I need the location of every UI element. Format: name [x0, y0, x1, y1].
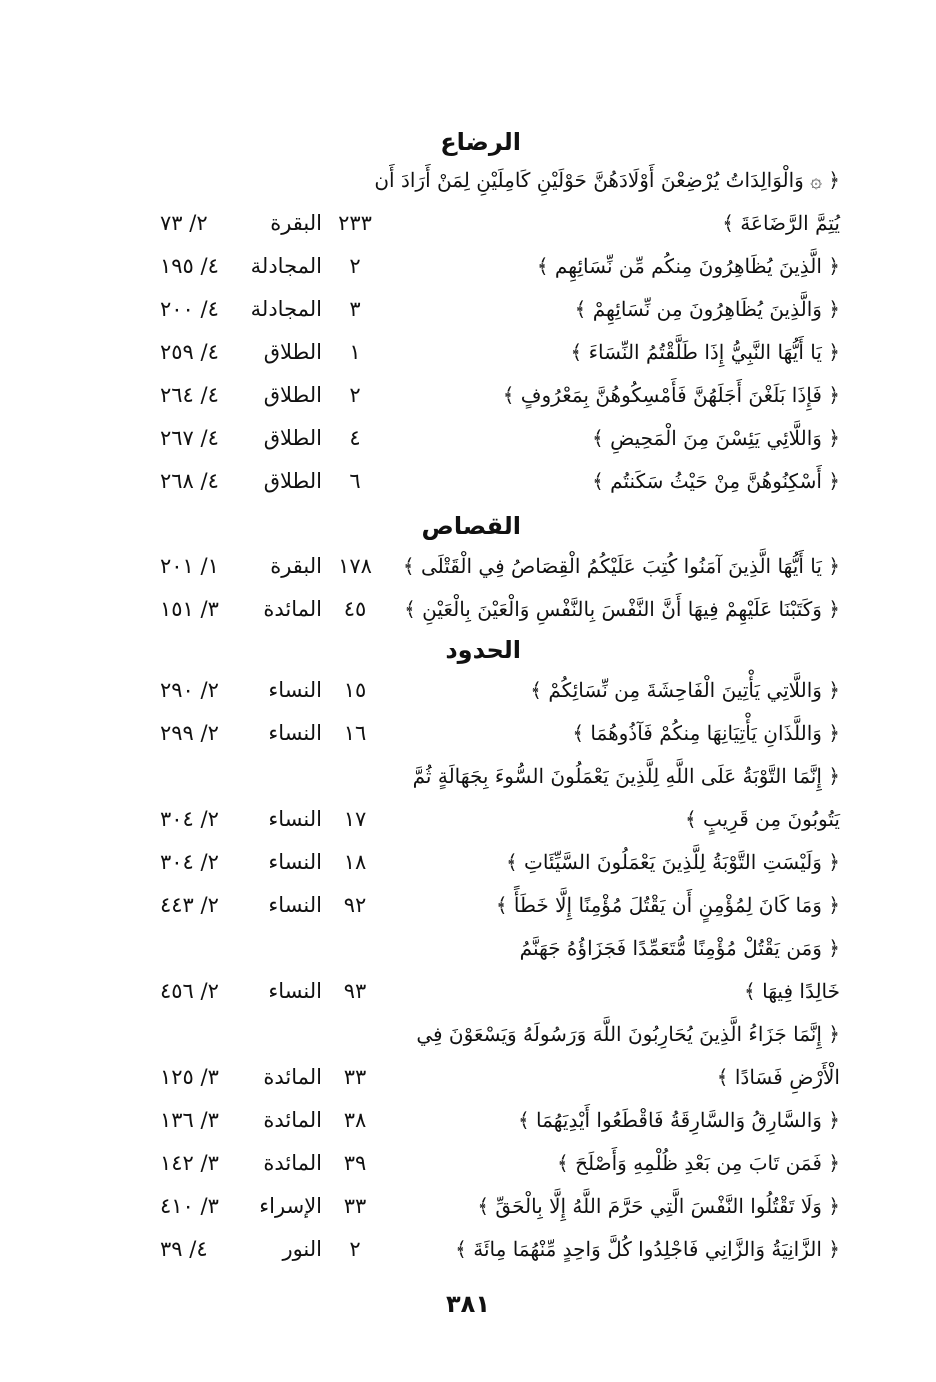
index-entry — [150, 589, 840, 629]
page-reference: ٤/ ٢٠٠ — [160, 297, 219, 321]
index-entry — [150, 842, 840, 882]
sura-name: الطلاق — [263, 426, 322, 450]
index-entry — [150, 418, 840, 458]
page-reference: ٤/ ٢٥٩ — [160, 340, 219, 364]
index-entry — [150, 1229, 840, 1269]
verse-number: ١٧ — [343, 807, 367, 831]
page-reference: ٢/ ٣٠٤ — [160, 850, 219, 874]
verse-number: ٢ — [349, 254, 361, 278]
verse-number: ١٥ — [343, 678, 367, 702]
sura-name: المائدة — [263, 1151, 322, 1175]
verse-text: الْأَرْضِ فَسَادًا ﴾ — [716, 1065, 840, 1089]
verse-number: ٣٣ — [343, 1065, 367, 1089]
page-reference: ٣/ ١٣٦ — [160, 1108, 219, 1132]
index-entry — [150, 289, 840, 329]
sura-name: البقرة — [270, 211, 322, 235]
section-title: الحدود — [445, 636, 521, 664]
sura-name: النساء — [268, 893, 322, 917]
index-entry — [150, 1143, 840, 1183]
verse-number: ٦ — [349, 469, 361, 493]
page-reference: ٢/ ٤٥٦ — [160, 979, 219, 1003]
verse-text: ﴿ وَاللَّائِي يَئِسْنَ مِنَ الْمَحِيضِ ﴾ — [592, 426, 840, 450]
sura-name: النساء — [268, 850, 322, 874]
sura-name: البقرة — [270, 554, 322, 578]
sura-name: النور — [282, 1237, 322, 1261]
index-entry — [150, 1014, 840, 1054]
page-reference: ٣/ ١٥١ — [160, 597, 219, 621]
sura-name: الطلاق — [263, 383, 322, 407]
verse-text: ﴿ وَلَا تَقْتُلُوا النَّفْسَ الَّتِي حَرَّمَ اللَّهُ إِلَّا بِالْحَقِّ ﴾ — [477, 1194, 840, 1218]
verse-number: ٣٩ — [343, 1151, 367, 1175]
index-entry — [150, 203, 840, 243]
verse-text: ﴿ فَإِذَا بَلَغْنَ أَجَلَهُنَّ فَأَمْسِكُوهُنَّ بِمَعْرُوفٍ ﴾ — [502, 383, 840, 407]
index-entry — [150, 799, 840, 839]
verse-number: ٤٥ — [343, 597, 367, 621]
verse-text: ﴿ وَالَّذِينَ يُظَاهِرُونَ مِن نِّسَائِهِمْ ﴾ — [574, 297, 840, 321]
verse-text: خَالِدًا فِيهَا ﴾ — [744, 979, 840, 1003]
page-reference: ٤/ ١٩٥ — [160, 254, 219, 278]
page-reference: ٣/ ١٤٢ — [160, 1151, 219, 1175]
verse-text: يَتُوبُونَ مِن قَرِيبٍ ﴾ — [684, 807, 840, 831]
verse-number: ١٧٨ — [338, 554, 372, 578]
page-reference: ٢/ ٢٩٠ — [160, 678, 219, 702]
verse-text: ﴿ الَّذِينَ يُظَاهِرُونَ مِنكُم مِّن نِّسَائِهِم ﴾ — [536, 254, 840, 278]
verse-number: ٢ — [349, 1237, 361, 1261]
verse-text: ﴿ إِنَّمَا جَزَاءُ الَّذِينَ يُحَارِبُونَ اللَّهَ وَرَسُولَهُ وَيَسْعَوْنَ فِي — [416, 1022, 840, 1046]
index-entry — [150, 971, 840, 1011]
index-entry — [150, 670, 840, 710]
verse-number: ٢ — [349, 383, 361, 407]
page-reference: ٤/ ٢٦٨ — [160, 469, 219, 493]
section-title: القصاص — [421, 512, 521, 540]
page-reference: ٢/ ٢٩٩ — [160, 721, 219, 745]
verse-number: ٣٣ — [343, 1194, 367, 1218]
sura-name: المائدة — [263, 597, 322, 621]
sura-name: المجادلة — [250, 297, 322, 321]
sura-name: الطلاق — [263, 469, 322, 493]
verse-text: ﴿ وَمَا كَانَ لِمُؤْمِنٍ أَن يَقْتُلَ مُؤْمِنًا إِلَّا خَطَأً ﴾ — [495, 893, 840, 917]
page-reference: ٤/ ٢٦٤ — [160, 383, 219, 407]
index-entry — [150, 1186, 840, 1226]
page-reference: ٣/ ١٢٥ — [160, 1065, 219, 1089]
index-entry — [150, 885, 840, 925]
page-reference: ٢/ ٧٣ — [160, 211, 208, 235]
verse-text: ﴿ وَمَن يَقْتُلْ مُؤْمِنًا مُّتَعَمِّدًا فَجَزَاؤُهُ جَهَنَّمُ — [519, 936, 840, 960]
verse-number: ٤ — [349, 426, 361, 450]
page-reference: ٤/ ٣٩ — [160, 1237, 208, 1261]
verse-text: ﴿ يَا أَيُّهَا الَّذِينَ آمَنُوا كُتِبَ عَلَيْكُمُ الْقِصَاصُ فِي الْقَتْلَى ﴾ — [402, 554, 840, 578]
verse-number: ١٨ — [343, 850, 367, 874]
verse-text: ﴿ وَلَيْسَتِ التَّوْبَةُ لِلَّذِينَ يَعْمَلُونَ السَّيِّئَاتِ ﴾ — [505, 850, 840, 874]
index-entry — [150, 1057, 840, 1097]
index-entry — [150, 332, 840, 372]
section-title: الرضاع — [440, 128, 521, 156]
verse-number: ٩٢ — [343, 893, 367, 917]
page-reference: ٤/ ٢٦٧ — [160, 426, 219, 450]
page-reference: ٢/ ٤٤٣ — [160, 893, 219, 917]
index-entry — [150, 546, 840, 586]
verse-number: ٢٣٣ — [338, 211, 372, 235]
verse-number: ٩٣ — [343, 979, 367, 1003]
index-entry — [150, 160, 840, 200]
verse-text: ﴿ فَمَن تَابَ مِن بَعْدِ ظُلْمِهِ وَأَصْلَحَ ﴾ — [557, 1151, 840, 1175]
verse-number: ٣٨ — [343, 1108, 367, 1132]
page-reference: ٢/ ٣٠٤ — [160, 807, 219, 831]
sura-name: المائدة — [263, 1108, 322, 1132]
index-entry — [150, 928, 840, 968]
verse-text: ﴿ يَا أَيُّهَا النَّبِيُّ إِذَا طَلَّقْتُمُ النِّسَاءَ ﴾ — [570, 340, 840, 364]
index-entry — [150, 756, 840, 796]
page-reference: ١/ ٢٠١ — [160, 554, 219, 578]
verse-number: ٣ — [349, 297, 361, 321]
verse-text: ﴿ الزَّانِيَةُ وَالزَّانِي فَاجْلِدُوا كُلَّ وَاحِدٍ مِّنْهُمَا مِائَةَ ﴾ — [455, 1237, 840, 1261]
index-entry — [150, 713, 840, 753]
verse-text: ﴿ وَاللَّذَانِ يَأْتِيَانِهَا مِنكُمْ فَآذُوهُمَا ﴾ — [572, 721, 840, 745]
index-entry — [150, 1100, 840, 1140]
verse-text: ﴿ ۞ وَالْوَالِدَاتُ يُرْضِعْنَ أَوْلَادَهُنَّ حَوْلَيْنِ كَامِلَيْنِ لِمَنْ أَرَادَ أَن — [374, 168, 840, 192]
verse-number: ١ — [349, 340, 361, 364]
verse-text: ﴿ وَاللَّاتِي يَأْتِينَ الْفَاحِشَةَ مِن نِّسَائِكُمْ ﴾ — [530, 678, 840, 702]
sura-name: المائدة — [263, 1065, 322, 1089]
sura-name: النساء — [268, 979, 322, 1003]
verse-text: ﴿ أَسْكِنُوهُنَّ مِنْ حَيْثُ سَكَنتُم ﴾ — [592, 469, 840, 493]
sura-name: النساء — [268, 721, 322, 745]
sura-name: الطلاق — [263, 340, 322, 364]
index-entry — [150, 375, 840, 415]
verse-text: ﴿ وَالسَّارِقُ وَالسَّارِقَةُ فَاقْطَعُوا أَيْدِيَهُمَا ﴾ — [517, 1108, 840, 1132]
sura-name: المجادلة — [250, 254, 322, 278]
index-entry — [150, 461, 840, 501]
index-entry — [150, 246, 840, 286]
page-number: ٣٨١ — [446, 1290, 490, 1318]
verse-text: ﴿ إِنَّمَا التَّوْبَةُ عَلَى اللَّهِ لِلَّذِينَ يَعْمَلُونَ السُّوءَ بِجَهَالَةٍ ثُمَّ — [412, 764, 840, 788]
sura-name: النساء — [268, 807, 322, 831]
page-reference: ٣/ ٤١٠ — [160, 1194, 219, 1218]
verse-number: ١٦ — [343, 721, 367, 745]
sura-name: النساء — [268, 678, 322, 702]
verse-text: يُتِمَّ الرَّضَاعَةَ ﴾ — [722, 211, 840, 235]
sura-name: الإسراء — [259, 1194, 322, 1218]
verse-text: ﴿ وَكَتَبْنَا عَلَيْهِمْ فِيهَا أَنَّ النَّفْسَ بِالنَّفْسِ وَالْعَيْنَ بِالْعَيْنِ ﴾ — [404, 597, 840, 621]
